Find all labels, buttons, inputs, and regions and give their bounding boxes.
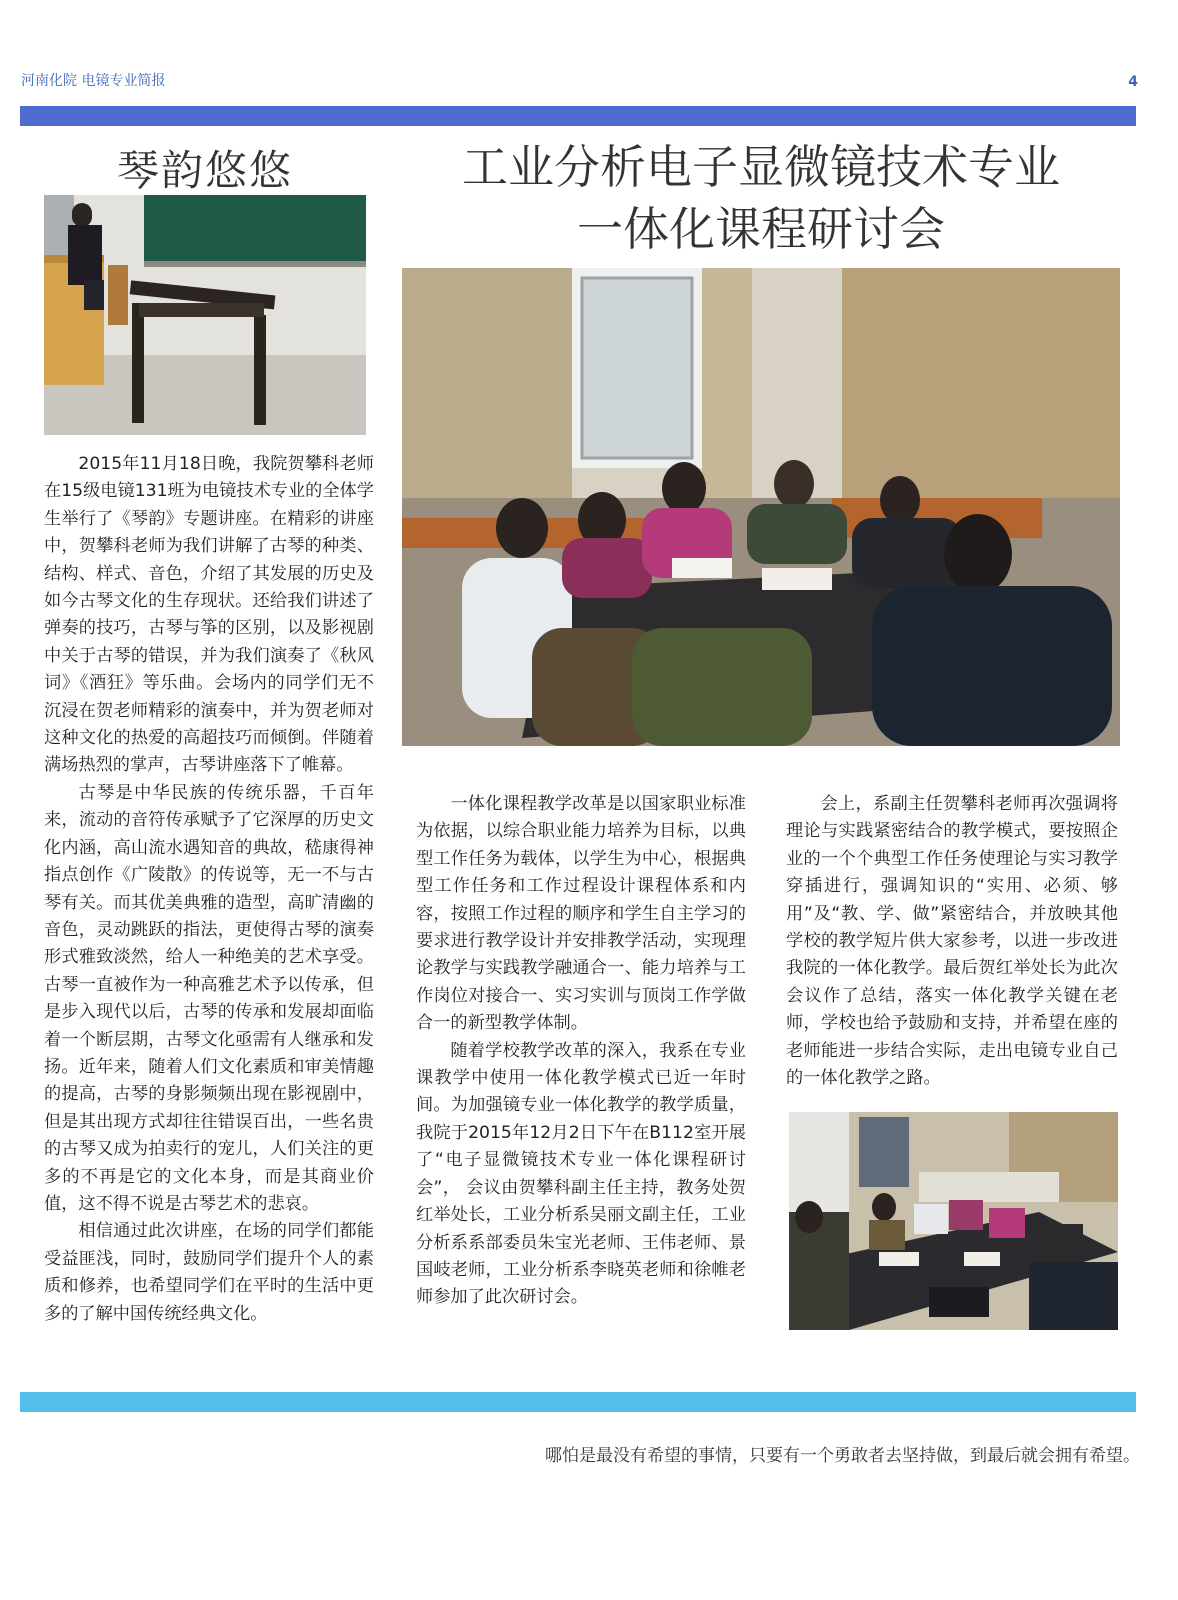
top-accent-bar xyxy=(20,106,1136,126)
bottom-accent-bar xyxy=(20,1392,1136,1412)
main-column-2 xyxy=(786,791,1118,1092)
seminar-meeting-photo xyxy=(402,268,1120,746)
main-col2-paragraph-1: 会上，系副主任贺攀科老师再次强调将理论与实践紧密结合的教学模式，要按照企业的一个个典型工作任务使理论与实习教学穿插进行，强调知识的“实用、必须、够用”及“教、学、做”紧密结合，并放映其他学校的教学短片供大家参考，以进一步改进我院的一体化教学。最后贺红举处长为此次会议作了总结，落实一体化教学关键在老师，学校也给予鼓励和支持，并希望在座的老师能进一步结合实际，走出电镜专业自己的一体化教学之路。 xyxy=(786,794,1118,1089)
main-col1-paragraph-2: 随着学校教学改革的深入，我系在专业课教学中使用一体化教学模式已近一年时间。为加强镜专业一体化教学的教学质量，我院于2015年12月2日下午在B112室开展了“电子显微镜技术专业一体化课程研讨会”， 会议由贺攀科副主任主持，教务处贺红举处长，工业分析系吴丽文副主任，工业分析系系部委员朱宝光老师、王伟老师、景国岐老师，工业分析系李晓英老师和徐帷老师参加了此次研讨会。 xyxy=(416,1040,746,1308)
seminar-overview-photo xyxy=(789,1112,1118,1330)
left-paragraph-1: 2015年11月18日晚，我院贺攀科老师在15级电镜131班为电镜技术专业的全体学生举行了《琴韵》专题讲座。在精彩的讲座中，贺攀科老师为我们讲解了古琴的种类、结构、样式、音色，介绍了其发展的历史及如今古琴文化的生存现状。还给我们讲述了弹奏的技巧，古琴与筝的区别，以及影视剧中关于古琴的错误，并为我们演奏了《秋风词》《酒狂》等乐曲。会场内的同学们无不沉浸在贺老师精彩的演奏中，并为贺老师对这种文化的热爱的高超技巧而倾倒。伴随着满场热烈的掌声，古琴讲座落下了帷幕。 xyxy=(44,454,374,776)
left-article-body xyxy=(44,451,374,1328)
main-title-line-2: 一体化课程研讨会 xyxy=(577,202,945,256)
main-col1-paragraph-1: 一体化课程教学改革是以国家职业标准为依据，以综合职业能力培养为目标，以典型工作任务为载体，以学生为中心，根据典型工作任务和工作过程设计课程体系和内容，按照工作过程的顺序和学生自主学习的要求进行教学设计并安排教学活动，实现理论教学与实践教学融通合一、能力培养与工作岗位对接合一、实习实训与顶岗工作学做合一的新型教学体制。 xyxy=(416,794,746,1034)
left-paragraph-3: 相信通过此次讲座，在场的同学们都能受益匪浅，同时，鼓励同学们提升个人的素质和修养，也希望同学们在平时的生活中更多的了解中国传统经典文化。 xyxy=(44,1221,374,1324)
footer-quote: 哪怕是最没有希望的事情，只要有一个勇敢者去坚持做，到最后就会拥有希望。 xyxy=(545,1446,1140,1466)
main-column-1 xyxy=(416,791,746,1312)
guqin-lecture-photo xyxy=(44,195,366,435)
left-paragraph-2: 古琴是中华民族的传统乐器，千百年来，流动的音符传承赋予了它深厚的历史文化内涵，高山流水遇知音的典故，嵇康得神指点创作《广陵散》的传说等，无一不与古琴有关。而其优美典雅的造型，高旷清幽的音色，灵动跳跃的指法，更使得古琴的演奏形式雅致淡然，给人一种绝美的艺术享受。古琴一直被作为一种高雅艺术予以传承，但是步入现代以后，古琴的传承和发展却面临着一个断层期，古琴文化亟需有人继承和发扬。近年来，随着人们文化素质和审美情趣的提高，古琴的身影频频出现在影视剧中，但是其出现方式却往往错误百出，一些名贵的古琴又成为拍卖行的宠儿，人们关注的更多的不再是它的文化本身，而是其商业价值，这不得不说是古琴艺术的悲哀。 xyxy=(44,782,374,1214)
main-title-line-1: 工业分析电子显微镜技术专业 xyxy=(462,140,1060,194)
left-article-title: 琴韵悠悠 xyxy=(116,146,293,195)
header-publication: 河南化院 电镜专业简报 xyxy=(21,73,166,89)
page-number: 4 xyxy=(1128,74,1138,90)
main-article-title xyxy=(402,136,1120,260)
